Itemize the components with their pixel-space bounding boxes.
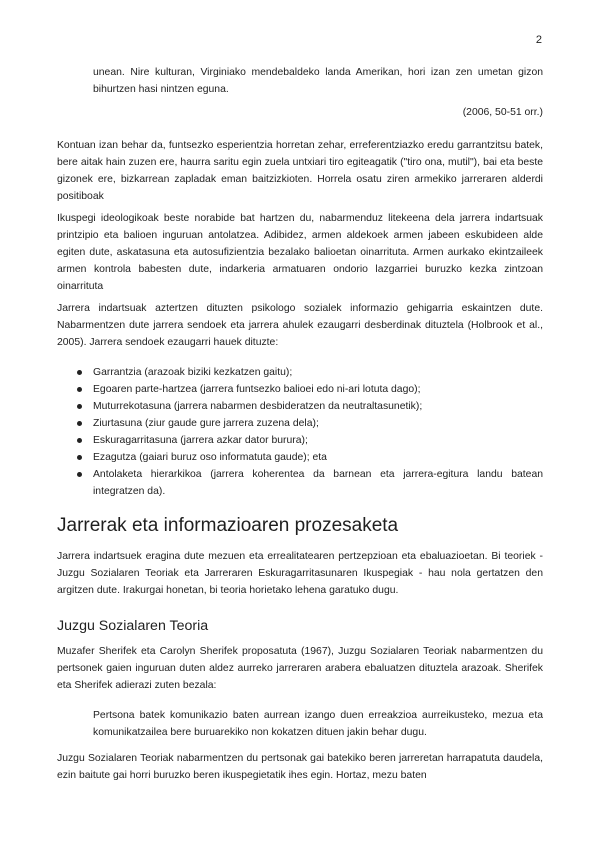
bullet-icon bbox=[77, 438, 82, 443]
page-number: 2 bbox=[535, 34, 542, 46]
bullet-icon bbox=[77, 421, 82, 426]
list-item: Ezagutza (gaiari buruz oso informatuta gaude); eta bbox=[57, 449, 543, 466]
section-intro-paragraph: Jarrera indartsuek eragina dute mezuen eta errealitatearen pertzepzioan eta ebaluazioetan. Bi teoriek - Juzgu Sozialaren Teoriak eta Jarreraren Eskuragarritasunaren Ikuspegiak - hau nola gertatzen den argitzen dute. Irakurgai honetan, bi teoria horietako lehena garatuko dugu. bbox=[57, 551, 543, 596]
bullet-icon bbox=[77, 404, 82, 409]
attitude-characteristics-list bbox=[57, 364, 543, 500]
paragraph-reference-model: Kontuan izan behar da, funtsezko esperientzia horretan zehar, erreferentziazko eredu garrantzitsu batek, bere aitak hain zuzen ere, haurra saritu egin zuela untxiari tiro egiteagatik ("tiro ona, mutil"), bai eta beste gizonek ere, bizkarrean zapladak eman baitzizkioten. Horrela osatu ziren armekiko jarreraren alderdi positiboak bbox=[57, 140, 543, 202]
subsection-heading: Juzgu Sozialaren Teoria bbox=[57, 618, 209, 634]
block-quote-sherif: Pertsona batek komunikazio baten aurrean izango duen erreakzioa aurreikusteko, mezua eta komunikatzailea bere buruarekiko non kokatzen dituen jakin behar dugu. bbox=[93, 710, 543, 738]
list-item: Egoaren parte-hartzea (jarrera funtsezko balioei edo ni-ari lotuta dago); bbox=[57, 381, 543, 398]
list-item: Eskuragarritasuna (jarrera azkar dator burura); bbox=[57, 432, 543, 449]
list-item: Muturrekotasuna (jarrera nabarmen desbideratzen da neutraltasunetik); bbox=[57, 398, 543, 415]
quote-citation: (2006, 50-51 orr.) bbox=[462, 107, 543, 118]
bullet-icon bbox=[77, 370, 82, 375]
section-heading: Jarrerak eta informazioaren prozesaketa bbox=[57, 515, 399, 536]
paragraph-ideological-view: Ikuspegi ideologikoak beste norabide bat hartzen du, nabarmenduz litekeena dela jarrera indartsuak printzipio eta balioen inguruan antolatzea. Adibidez, armen aldekoek armen jabeen eskubideen alde egiten dute, askatasuna eta autosufizientzia bezalako balioetan oinarrituta. Armen aurkako ekintzaileek armen kontrola babesten dute, indarkeria armatuaren ondorio lazgarriei buruzko kezka zintzoan oinarrituta bbox=[57, 213, 543, 292]
block-quote-continuation: unean. Nire kulturan, Virginiako mendebaldeko landa Amerikan, hori izan zen umetan gizon bihurtzen hasi nintzen eguna. bbox=[93, 67, 543, 95]
paragraph-social-judgment: Juzgu Sozialaren Teoriak nabarmentzen du pertsonak gai batekiko beren jarreretan harrapatuta daudela, ezin baitute gai horri buruzko beren ikuspegietatik ihes egin. Hortaz, mezu baten bbox=[57, 753, 543, 781]
bullet-icon bbox=[77, 472, 82, 477]
list-item: Ziurtasuna (ziur gaude gure jarrera zuzena dela); bbox=[57, 415, 543, 432]
list-item: Garrantzia (arazoak biziki kezkatzen gaitu); bbox=[57, 364, 543, 381]
bullet-icon bbox=[77, 455, 82, 460]
paragraph-sherif-proposal: Muzafer Sherifek eta Carolyn Sherifek proposatuta (1967), Juzgu Sozialaren Teoriak nabarmentzen du pertsonek gaien inguruan duten aldez aurreko jarreraren arabera ebaluatzen dituztela arazoak. Sherifek eta Sherifek adierazi zuten bezala: bbox=[57, 646, 543, 691]
bullet-icon bbox=[77, 387, 82, 392]
paragraph-strong-attitudes: Jarrera indartsuak aztertzen dituzten psikologo sozialek informazio gehigarria eskaintzen dute. Nabarmentzen dute jarrera sendoek eta jarrera ahulek ezaugarri desberdinak dituztela (Holbrook et al., 2005). Jarrera sendoek ezaugarri hauek dituzte: bbox=[57, 303, 543, 348]
list-item: Antolaketa hierarkikoa (jarrera koherentea da barnean eta jarrera-egitura landu batean integratzen da). bbox=[57, 466, 543, 500]
